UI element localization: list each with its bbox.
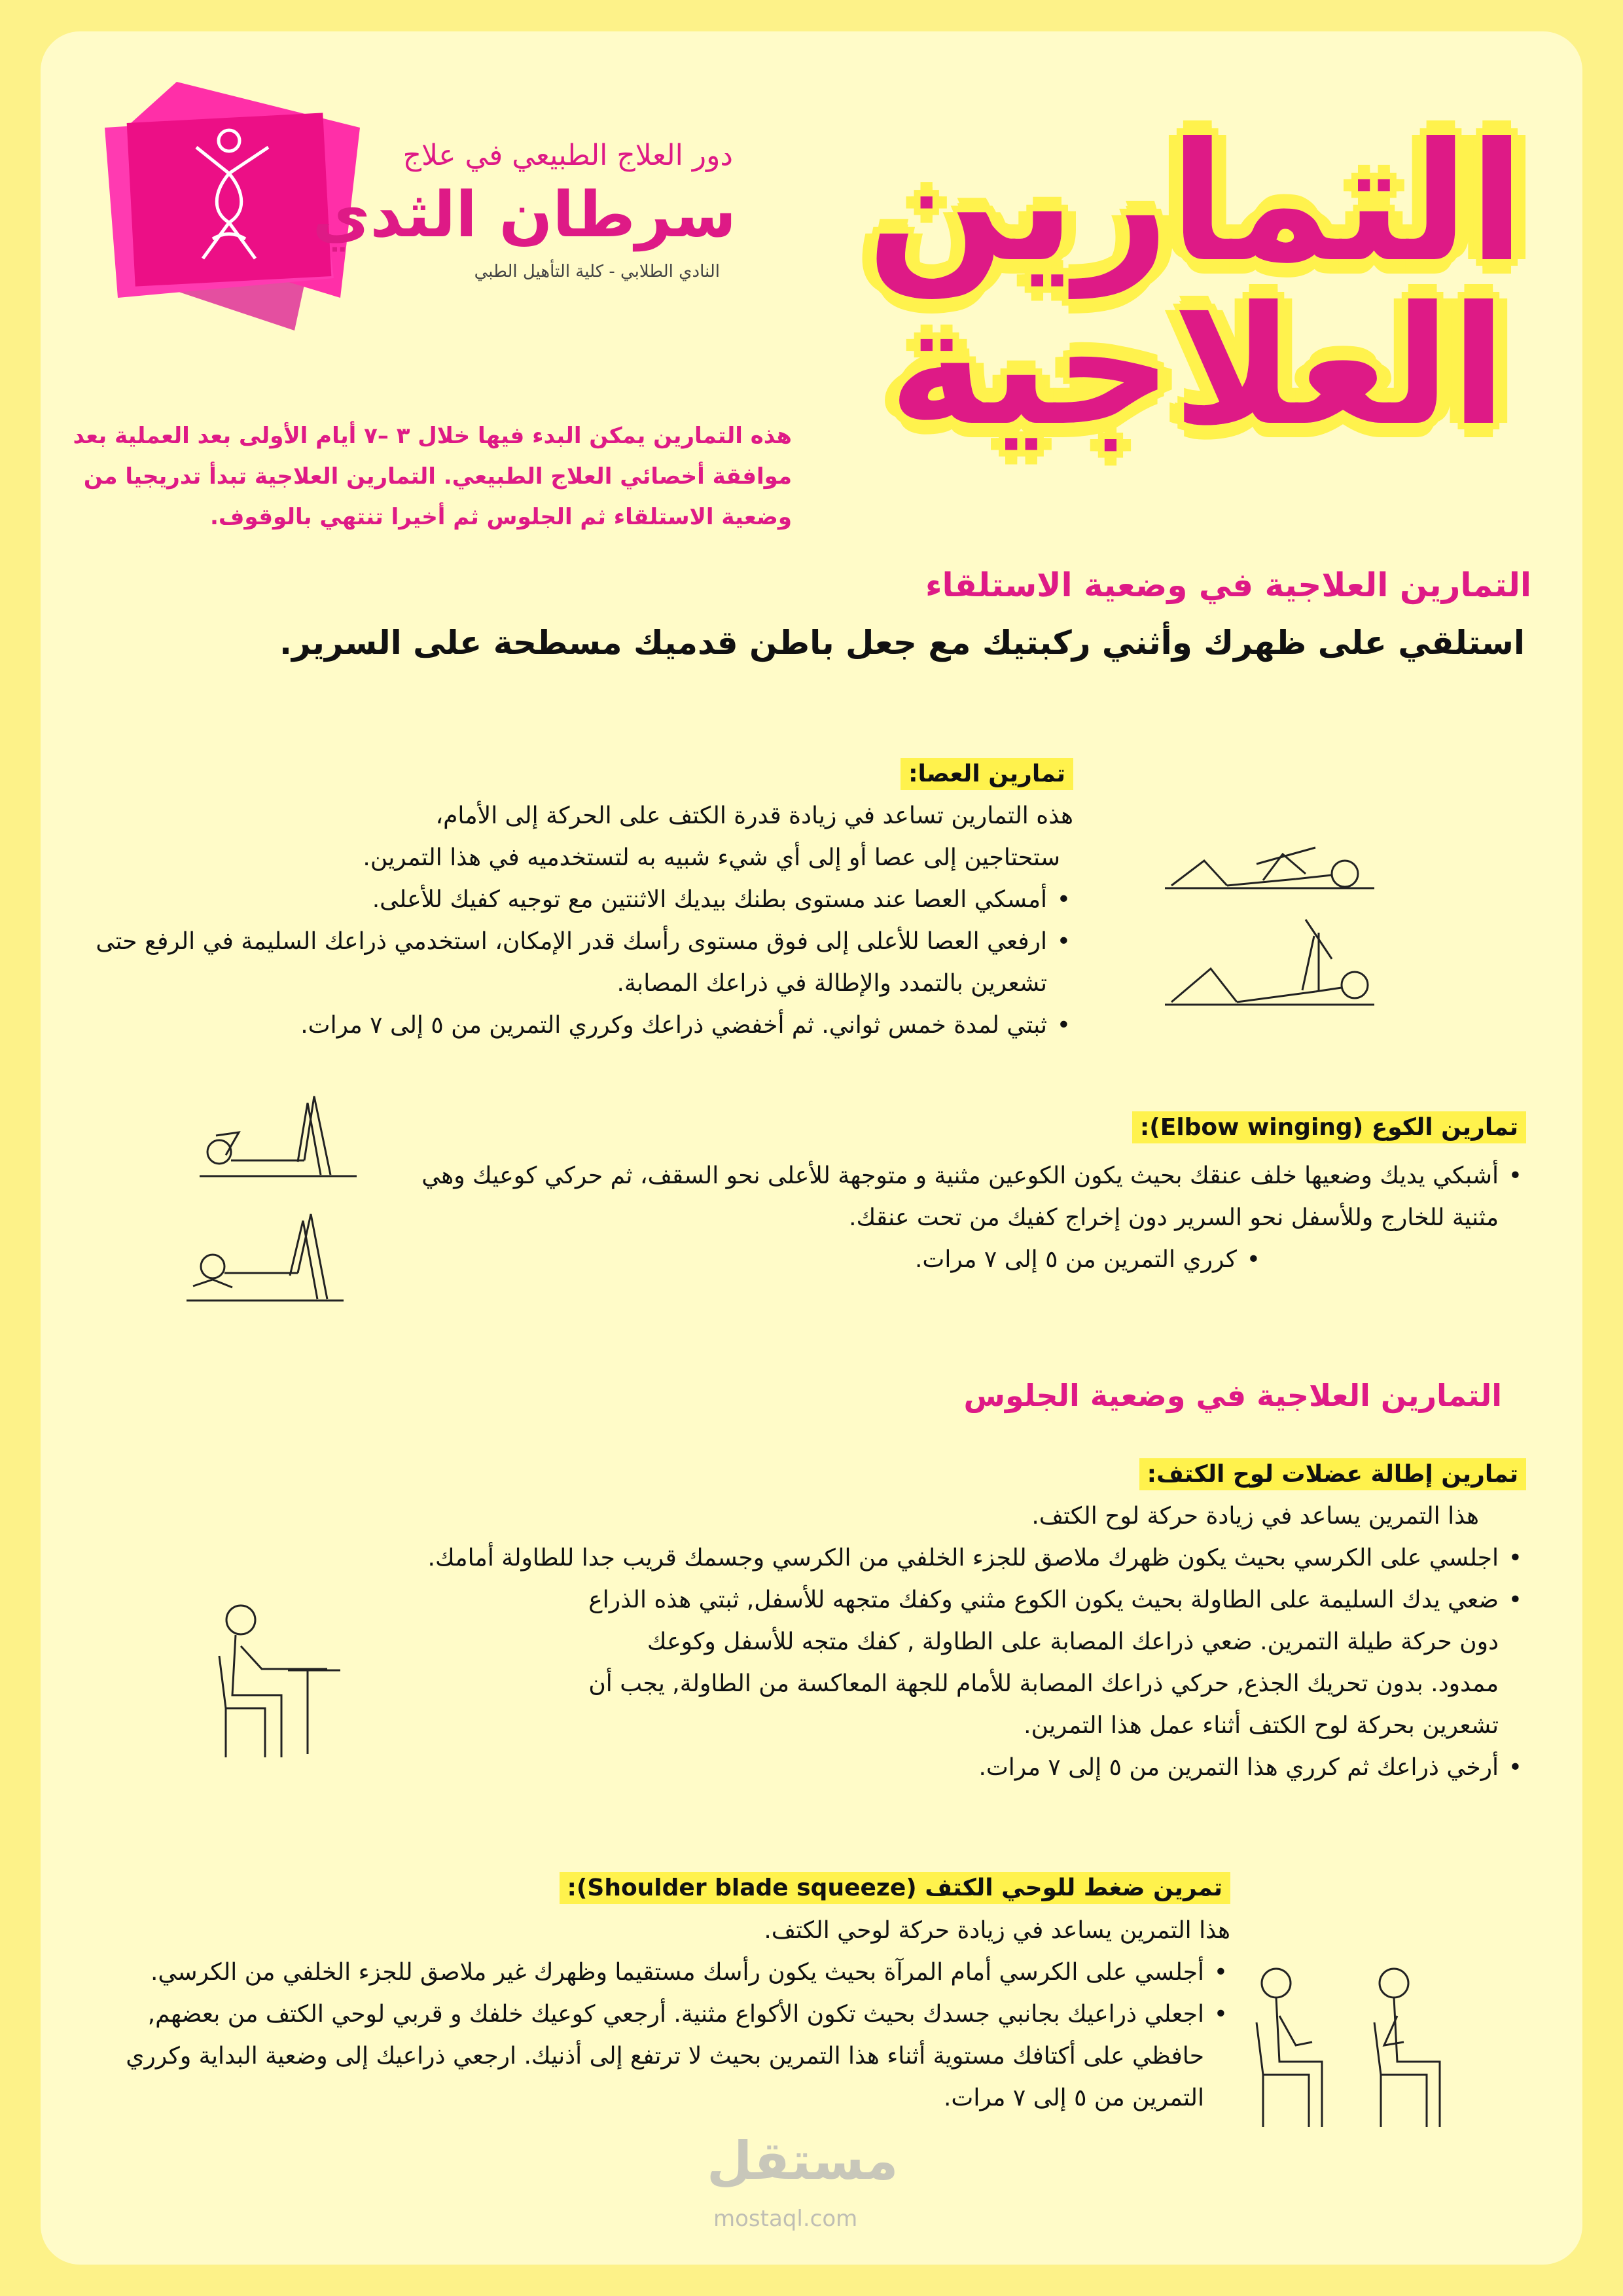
elbow-illustration-1: [200, 1083, 357, 1181]
lying-section-title: التمارين العلاجية في وضعية الاستلقاء: [925, 566, 1531, 604]
list-item: • ضعي يدك السليمة على الطاولة بحيث يكون الكوع مثني وكفك متجهه للأسفل, ثبتي هذه الذراع دون حركة طيلة التمرين. ضعي ذراعك المصابة على الطاولة , كفك متجه للأسفل وكوعك ممدود. بدون تحريك الجذع, حركي ذراعك المصابة للأمام للجهة المعاكسة من الطاولة, يجب أن تشعرين بحركة لوح الكتف أثناء عمل هذا التمرين.: [582, 1579, 1499, 1747]
seated-shoulder-squeeze-icon: [1243, 1957, 1466, 2134]
list-item: • اجلسي على الكرسي بحيث يكون ظهرك ملاصق للجزء الخلفي من الكرسي وجسمك قريب جدا للطاولة أمامك.: [268, 1537, 1499, 1579]
scapula-heading: تمارين إطالة عضلات لوح الكتف:: [1139, 1458, 1526, 1490]
squeeze-body: [92, 1910, 1230, 2119]
stick-illustration-1: [1165, 834, 1374, 893]
scapula-intro: هذا التمرين يساعد في زيادة حركة لوح الكتف.: [1031, 1503, 1479, 1530]
lying-elbows-down-icon: [187, 1208, 344, 1306]
elbow-body: [412, 1155, 1525, 1281]
main-title-line1: التمارين: [866, 107, 1525, 298]
lying-elbows-up-icon: [200, 1083, 357, 1181]
list-item: • ثبتي لمدة خمس ثواني. ثم أخفضي ذراعك وكرري التمرين من ٥ إلى ٧ مرات.: [52, 1005, 1047, 1047]
squeeze-heading: تمرين ضغط للوحي الكتف (Shoulder blade squeeze):: [560, 1872, 1230, 1904]
stick-body: [52, 795, 1073, 1047]
sitting-section-title: التمارين العلاجية في وضعية الجلوس: [963, 1378, 1502, 1413]
stick-intro-2: ستحتاجين إلى عصا أو إلى أي شيء شبيه به لتستخدميه في هذا التمرين.: [363, 844, 1060, 871]
logo-caption: النادي الطلابي - كلية التأهيل الطبي: [474, 262, 720, 281]
intro-paragraph: هذه التمارين يمكن البدء فيها خلال ٣ –٧ أيام الأولى بعد العملية بعد موافقة أخصائي العلاج الطبيعي. التمارين العلاجية تبدأ تدريجيا من وضعية الاستلقاء ثم الجلوس ثم أخيرا تنتهي بالوقوف.: [73, 423, 792, 530]
list-item: • اجعلي ذراعيك بجانبي جسدك بحيث تكون الأكواع مثنية. أرجعي كوعيك خلفك و قربي لوحي الكتف من بعضهم, حافظي على أكتافك مستوية أثناء هذا التمرين بحيث لا ترتفع إلى أذنيك. ارجعي ذراعيك إلى وضعية البداية وكرري التمرين من ٥ إلى ٧ مرات.: [92, 1994, 1204, 2119]
squeeze-illustration: [1243, 1957, 1466, 2134]
list-item: • أرخي ذراعك ثم كرري هذا التمرين من ٥ إلى ٧ مرات.: [268, 1747, 1499, 1789]
logo-subtitle: دور العلاج الطبيعي في علاج: [402, 139, 733, 172]
stick-intro-1: هذه التمارين تساعد في زيادة قدرة الكتف على الحركة إلى الأمام،: [435, 802, 1073, 829]
main-title: [866, 107, 1525, 461]
elbow-illustration-2: [187, 1208, 344, 1306]
stick-illustration-2: [1165, 906, 1374, 1011]
lying-stick-figure-icon: [1165, 834, 1374, 893]
seated-at-table-icon: [209, 1597, 340, 1761]
watermark-url: mostaql.com: [713, 2206, 858, 2232]
elbow-heading: تمارين الكوع (Elbow winging):: [1132, 1111, 1526, 1143]
lying-instruction: استلقي على ظهرك وأثني ركبتيك مع جعل باطن قدميك مسطحة على السرير.: [279, 624, 1525, 662]
elbow-list: [412, 1155, 1525, 1281]
squeeze-intro: هذا التمرين يساعد في زيادة حركة لوحي الكتف.: [764, 1917, 1230, 1944]
stick-heading: تمارين العصا:: [901, 758, 1073, 790]
logo-title: سرطان الثدي: [312, 178, 736, 251]
scapula-illustration: [209, 1597, 340, 1761]
list-item: • كرري التمرين من ٥ إلى ٧ مرات.: [412, 1239, 1237, 1281]
list-item: • ارفعي العصا للأعلى إلى فوق مستوى رأسك قدر الإمكان، استخدمي ذراعك السليمة في الرفع حتى تشعرين بالتمدد والإطالة في ذراعك المصابة.: [52, 921, 1047, 1005]
list-item: • أجلسي على الكرسي أمام المرآة بحيث يكون رأسك مستقيما وظهرك غير ملاصق للجزء الخلفي من الكرسي.: [92, 1952, 1204, 1994]
squeeze-list: [92, 1952, 1230, 2119]
watermark-brand: مستقل: [707, 2130, 899, 2191]
raised-stick-figure-icon: [1165, 906, 1374, 1011]
list-item: • أمسكي العصا عند مستوى بطنك بيديك الاثنتين مع توجيه كفيك للأعلى.: [52, 879, 1047, 921]
scapula-list: [268, 1537, 1525, 1789]
scapula-body: [268, 1496, 1525, 1789]
list-item: • أشبكي يديك وضعيها خلف عنقك بحيث يكون الكوعين مثنية و متوجهة للأعلى نحو السقف، ثم حركي كوعيك وهي مثنية للخارج وللأسفل نحو السرير دون إخراج كفيك من تحت عنقك.: [412, 1155, 1499, 1239]
stick-list: [52, 879, 1073, 1047]
main-title-line2: العلاجية: [888, 271, 1507, 461]
